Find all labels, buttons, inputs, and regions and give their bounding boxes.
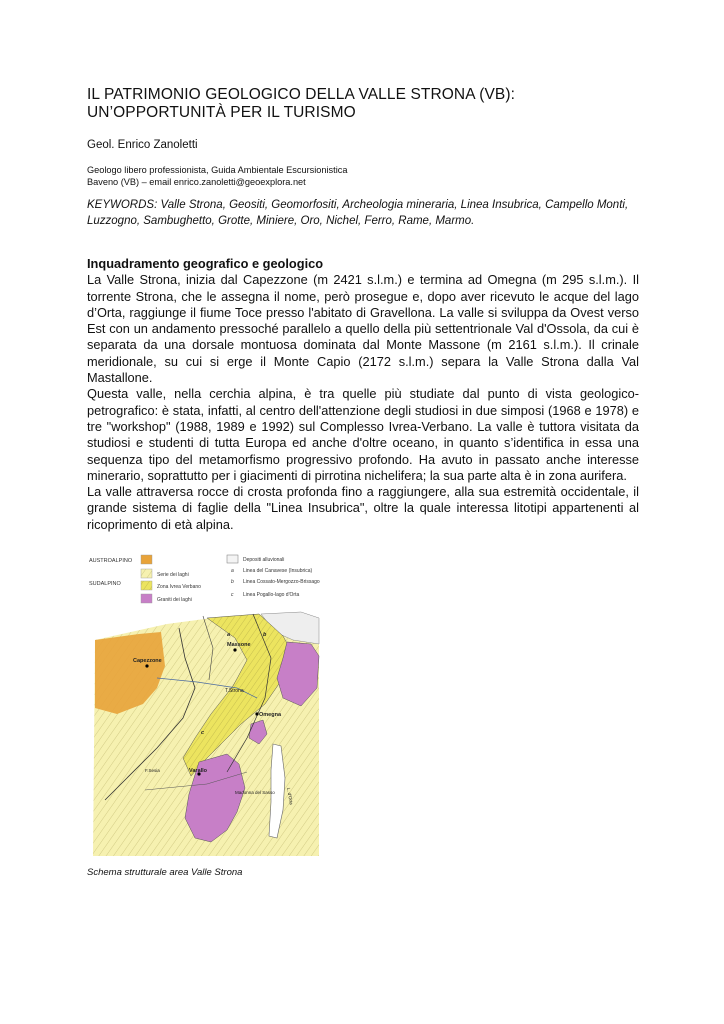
swatch-austroalpino xyxy=(141,555,152,564)
affiliation-line-2: Baveno (VB) – email enrico.zanoletti@geoexplora.net xyxy=(87,177,306,187)
legend-sudalpino: SUDALPINO xyxy=(89,581,121,587)
map-label-massone: Massone xyxy=(227,642,251,648)
body-section xyxy=(87,256,639,533)
legend-a: Linea del Canavese (Insubrica) xyxy=(243,568,313,574)
paper-title xyxy=(87,86,647,122)
map-label-a: a xyxy=(227,632,231,638)
swatch-serie-laghi xyxy=(141,569,152,578)
map-label-strona: T.Strona xyxy=(225,688,244,694)
map-body xyxy=(93,612,319,856)
legend-serie-laghi: Serie dei laghi xyxy=(157,572,189,578)
section-heading: Inquadramento geografico e geologico xyxy=(87,256,324,271)
author-name: Geol. Enrico Zanoletti xyxy=(87,139,198,151)
legend-graniti: Graniti dei laghi xyxy=(157,597,192,603)
legend-zona-ivrea: Zona Ivrea Verbano xyxy=(157,584,201,590)
map-legend xyxy=(89,555,320,603)
map-label-varallo: Varallo xyxy=(189,768,208,774)
legend-b-letter: b xyxy=(231,579,234,585)
structural-map-figure xyxy=(87,548,339,860)
figure-caption: Schema strutturale area Valle Strona xyxy=(87,867,243,878)
paragraph-3: La valle attraversa rocce di crosta profonda fino a raggiungere, alla sua estremità occidentale, il grande sistema di faglie della "Linea Insubrica", oltre la quale interessa litotipi appartenenti al ricoprimento di età alpina. xyxy=(87,484,639,532)
affiliation-line-1: Geologo libero professionista, Guida Ambientale Escursionistica xyxy=(87,165,348,175)
map-label-orta: L. d'Orta xyxy=(286,787,294,806)
author-affiliation xyxy=(87,164,347,188)
title-line-1: IL PATRIMONIO GEOLOGICO DELLA VALLE STRONA (VB): xyxy=(87,86,515,103)
legend-austroalpino: AUSTROALPINO xyxy=(89,558,133,564)
map-label-sesia: F.Sesia xyxy=(145,768,160,773)
map-label-capezzone: Capezzone xyxy=(133,658,162,664)
map-label-omegna: Omegna xyxy=(259,712,282,718)
map-label-b: b xyxy=(263,632,267,638)
title-line-2: UN’OPPORTUNITÀ PER IL TURISMO xyxy=(87,104,356,121)
legend-depositi: Depositi alluvionali xyxy=(243,557,285,563)
legend-b: Linea Cossato-Mergozzo-Brissago xyxy=(243,579,320,585)
legend-a-letter: a xyxy=(231,568,234,574)
swatch-graniti xyxy=(141,594,152,603)
legend-c: Linea Pogallo-lago d'Orta xyxy=(243,592,300,598)
swatch-zona-ivrea xyxy=(141,581,152,590)
map-label-c: c xyxy=(201,730,205,736)
swatch-depositi xyxy=(227,555,238,563)
paragraph-2: Questa valle, nella cerchia alpina, è tra quelle più studiate dal punto di vista geologico-petrografico: è stata, infatti, al centro dell'attenzione degli studiosi in due simposi (1968 e 1978) e tre "workshop" (1988, 1989 e 1992) sul Complesso Ivrea-Verbano. La valle è tuttora visitata da studiosi e studenti di tutta Europa ed anche d'oltre oceano, in quanto s’identifica in essa una sequenza tipo del metamorfismo progressivo profondo. Ha avuto in passato anche interesse minerario, soprattutto per i giacimenti di pirrotina nichelifera; la sua parte alta è in zona aurifera. xyxy=(87,386,639,483)
legend-c-letter: c xyxy=(231,592,234,598)
keywords: KEYWORDS: Valle Strona, Geositi, Geomorfositi, Archeologia mineraria, Linea Insubrica, Campello Monti, Luzzogno, Sambughetto, Grotte, Miniere, Oro, Nichel, Ferro, Rame, Marmo. xyxy=(87,199,629,227)
paragraph-1: La Valle Strona, inizia dal Capezzone (m 2421 s.l.m.) e termina ad Omegna (m 295 s.l.m.). Il torrente Strona, che le assegna il nome, però prosegue e, dopo aver ricevuto le acque del lago d’Orta, raggiunge il fiume Toce presso l'abitato di Gravellona. La valle si sviluppa da Ovest verso Est con un andamento pressoché parallelo a quello della più settentrionale Val d'Ossola, da cui è separata da una dorsale montuosa dominata dal Monte Massone (m 2161 s.l.m.). Il crinale meridionale, su cui si erge il Monte Capio (2172 s.l.m.) separa la Valle Strona dalla Val Mastallone. xyxy=(87,272,639,386)
map-label-madonna: Madonna del Sasso xyxy=(235,790,275,795)
